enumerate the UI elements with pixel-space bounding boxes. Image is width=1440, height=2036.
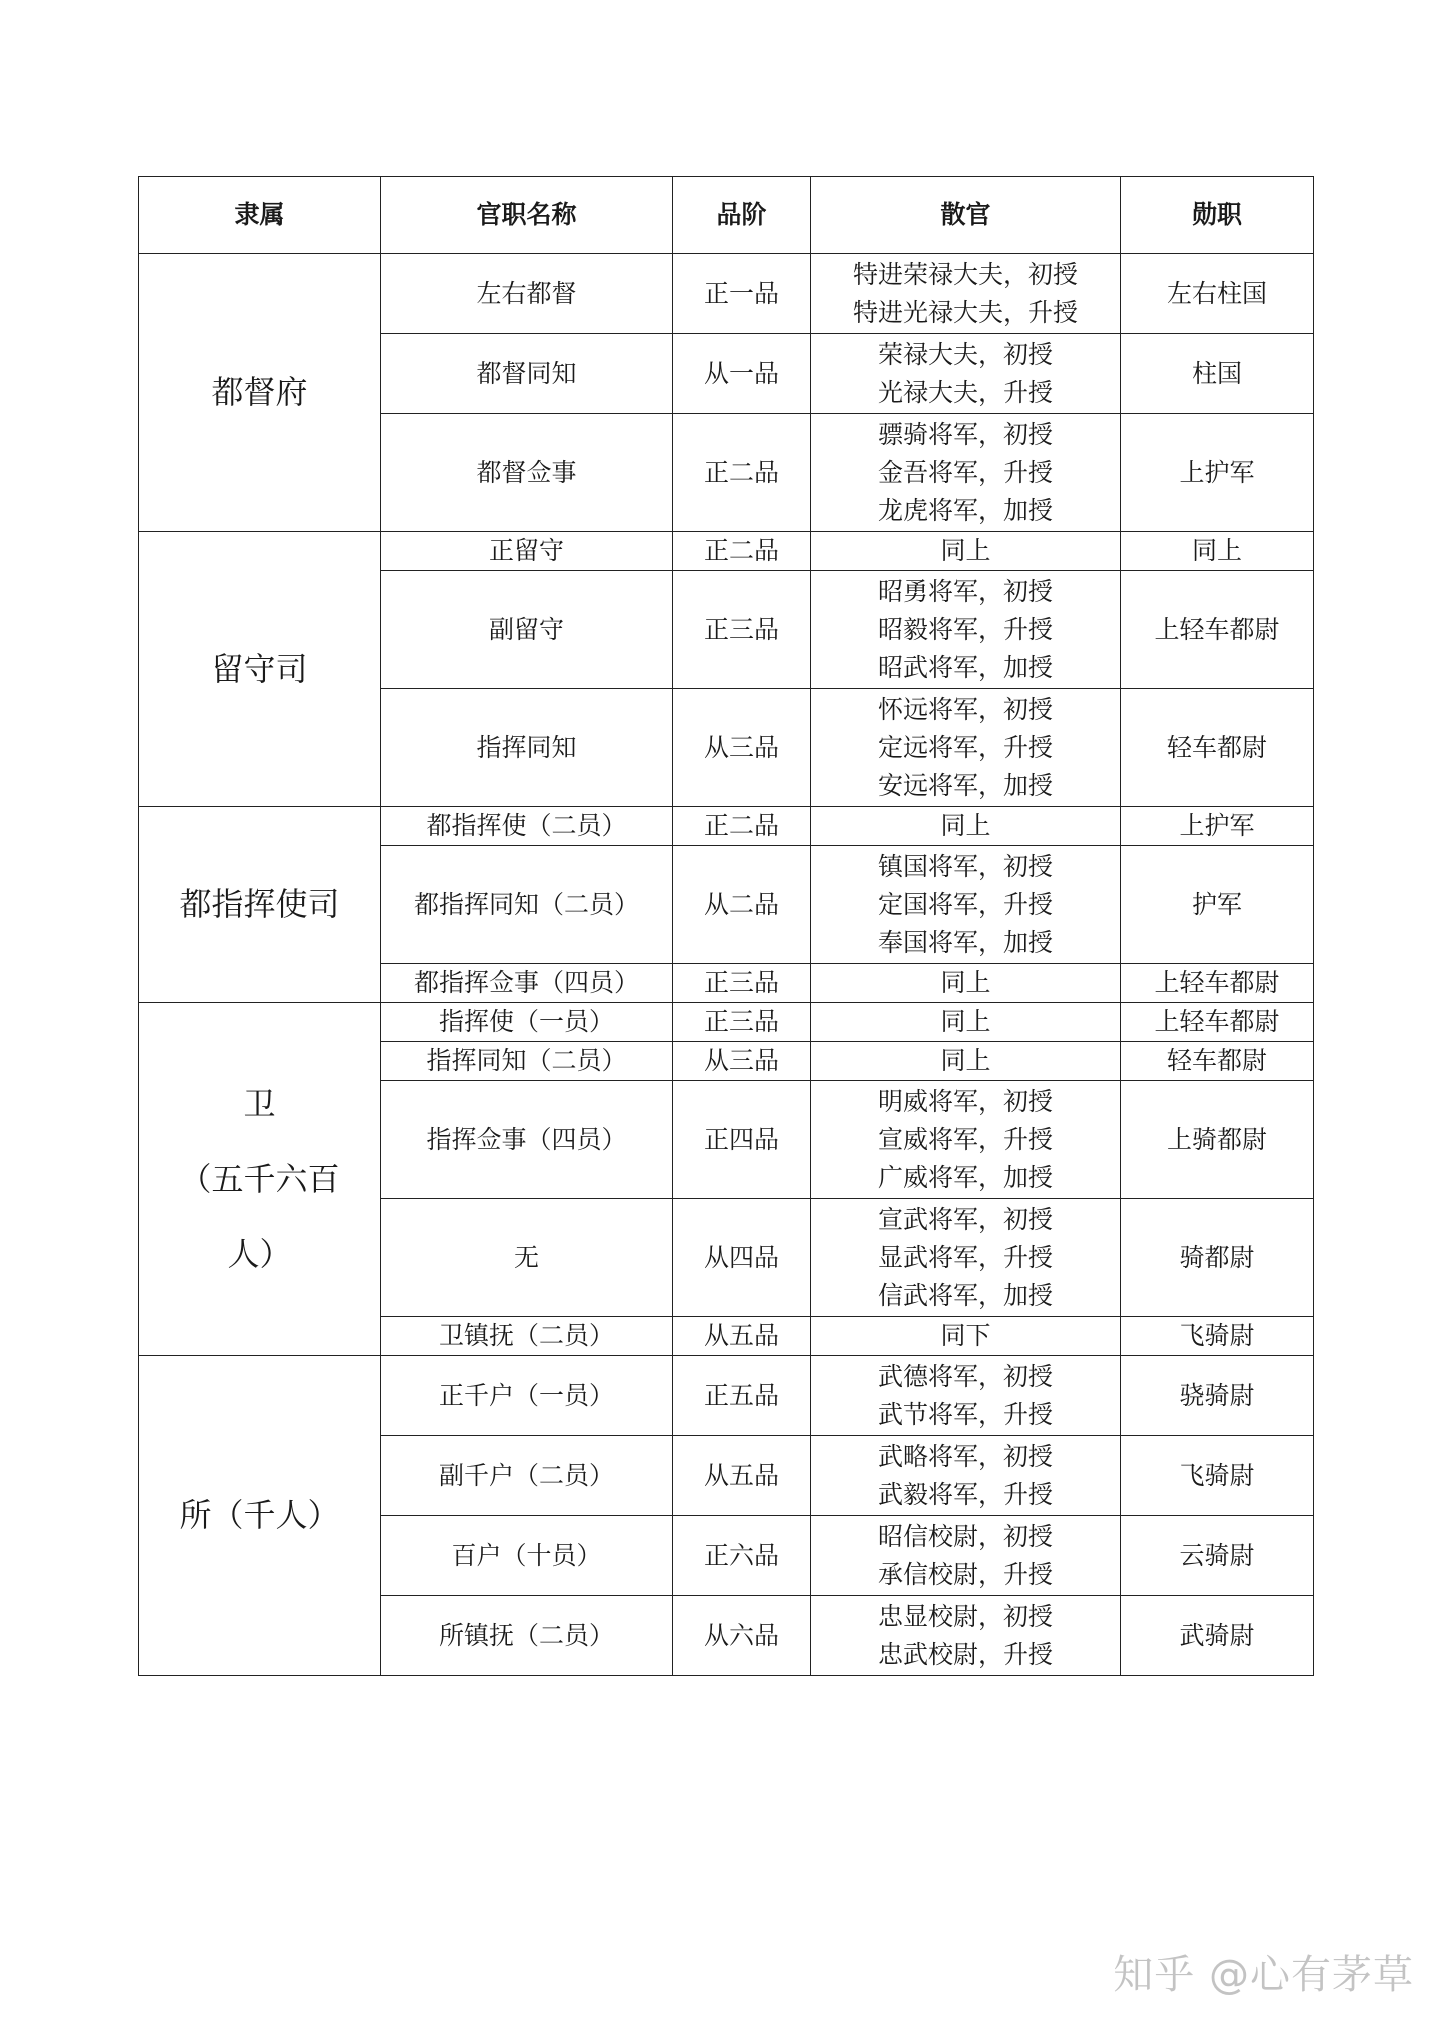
rank-cell: 正六品 xyxy=(673,1516,811,1596)
unit-label-line: 人） xyxy=(227,1234,292,1273)
rank-cell: 正三品 xyxy=(673,964,811,1003)
merit-title-cell: 护军 xyxy=(1121,846,1314,964)
rank-cell: 从五品 xyxy=(673,1317,811,1356)
rank-cell: 正四品 xyxy=(673,1081,811,1199)
prestige-title-line: 武略将军，初授 xyxy=(877,1441,1053,1471)
post-name-cell: 都督佥事 xyxy=(381,414,673,532)
rank-cell: 正三品 xyxy=(673,1003,811,1042)
unit-label-line: 留守司 xyxy=(211,649,308,688)
prestige-title-line: 明威将军，初授 xyxy=(877,1086,1053,1116)
prestige-title-cell xyxy=(811,689,1121,807)
prestige-title-line: 龙虎将军，加授 xyxy=(877,495,1053,525)
prestige-title-line: 同上 xyxy=(940,536,991,565)
prestige-title-line: 广威将军，加授 xyxy=(877,1162,1053,1192)
post-name-cell: 指挥佥事（四员） xyxy=(381,1081,673,1199)
rank-cell: 从三品 xyxy=(673,1042,811,1081)
unit-label-line: 都督府 xyxy=(211,373,308,411)
prestige-title-line: 骠骑将军，初授 xyxy=(877,419,1053,449)
unit-label-line: 都指挥使司 xyxy=(179,885,340,923)
merit-title-cell: 云骑尉 xyxy=(1121,1516,1314,1596)
prestige-title-line: 宣威将军，升授 xyxy=(877,1124,1053,1154)
prestige-title-line: 镇国将军，初授 xyxy=(877,851,1053,881)
merit-title-cell: 骑都尉 xyxy=(1121,1199,1314,1317)
rank-cell: 从五品 xyxy=(673,1436,811,1516)
merit-title-cell: 上护军 xyxy=(1121,414,1314,532)
prestige-title-cell xyxy=(811,414,1121,532)
unit-cell xyxy=(139,807,381,1003)
prestige-title-cell xyxy=(811,334,1121,414)
table-row xyxy=(139,807,1314,846)
header-merit-title: 勋职 xyxy=(1121,177,1314,254)
prestige-title-line: 同下 xyxy=(940,1321,991,1350)
post-name-cell: 都指挥同知（二员） xyxy=(381,846,673,964)
prestige-title-cell xyxy=(811,1596,1121,1676)
unit-cell xyxy=(139,1356,381,1676)
prestige-title-cell xyxy=(811,1042,1121,1081)
post-name-cell: 都指挥使（二员） xyxy=(381,807,673,846)
prestige-title-line: 怀远将军，初授 xyxy=(877,694,1053,724)
unit-label-line: （五千六百 xyxy=(179,1159,340,1198)
rank-cell: 从六品 xyxy=(673,1596,811,1676)
merit-title-cell: 上护军 xyxy=(1121,807,1314,846)
prestige-title-cell xyxy=(811,1003,1121,1042)
rank-cell: 从一品 xyxy=(673,334,811,414)
table-row xyxy=(139,254,1314,334)
prestige-title-cell xyxy=(811,254,1121,334)
prestige-title-line: 同上 xyxy=(940,811,991,840)
prestige-title-cell xyxy=(811,532,1121,571)
rank-cell: 正二品 xyxy=(673,532,811,571)
prestige-title-cell xyxy=(811,1317,1121,1356)
table-row xyxy=(139,1356,1314,1436)
rank-cell: 正三品 xyxy=(673,571,811,689)
rank-cell: 正二品 xyxy=(673,807,811,846)
unit-cell xyxy=(139,254,381,532)
post-name-cell: 指挥使（一员） xyxy=(381,1003,673,1042)
prestige-title-line: 昭毅将军，升授 xyxy=(877,614,1053,644)
prestige-title-line: 同上 xyxy=(940,1046,991,1075)
prestige-title-line: 显武将军，升授 xyxy=(877,1242,1053,1272)
header-prestige-title: 散官 xyxy=(811,177,1121,254)
prestige-title-line: 光禄大夫，升授 xyxy=(877,377,1053,407)
unit-cell xyxy=(139,532,381,807)
merit-title-cell: 轻车都尉 xyxy=(1121,689,1314,807)
unit-cell xyxy=(139,1003,381,1356)
prestige-title-line: 宣武将军，初授 xyxy=(877,1204,1053,1234)
prestige-title-cell xyxy=(811,807,1121,846)
prestige-title-cell xyxy=(811,1356,1121,1436)
prestige-title-cell xyxy=(811,846,1121,964)
table-header-row xyxy=(139,177,1314,254)
post-name-cell: 无 xyxy=(381,1199,673,1317)
prestige-title-line: 武毅将军，升授 xyxy=(877,1479,1053,1509)
prestige-title-line: 特进光禄大夫，升授 xyxy=(852,297,1078,327)
rank-cell: 正一品 xyxy=(673,254,811,334)
post-name-cell: 正千户（一员） xyxy=(381,1356,673,1436)
prestige-title-line: 定远将军，升授 xyxy=(877,732,1053,762)
prestige-title-line: 奉国将军，加授 xyxy=(877,927,1053,957)
merit-title-cell: 轻车都尉 xyxy=(1121,1042,1314,1081)
prestige-title-line: 昭武将军，加授 xyxy=(877,652,1053,682)
merit-title-cell: 飞骑尉 xyxy=(1121,1436,1314,1516)
rank-cell: 从三品 xyxy=(673,689,811,807)
prestige-title-line: 金吾将军，升授 xyxy=(877,457,1053,487)
prestige-title-line: 武节将军，升授 xyxy=(877,1399,1053,1429)
prestige-title-line: 同上 xyxy=(940,968,991,997)
post-name-cell: 百户（十员） xyxy=(381,1516,673,1596)
unit-label-line: 卫 xyxy=(243,1084,276,1123)
prestige-title-line: 武德将军，初授 xyxy=(877,1361,1053,1391)
merit-title-cell: 骁骑尉 xyxy=(1121,1356,1314,1436)
post-name-cell: 指挥同知 xyxy=(381,689,673,807)
rank-cell: 从四品 xyxy=(673,1199,811,1317)
post-name-cell: 卫镇抚（二员） xyxy=(381,1317,673,1356)
prestige-title-line: 安远将军，加授 xyxy=(877,770,1053,800)
post-name-cell: 所镇抚（二员） xyxy=(381,1596,673,1676)
merit-title-cell: 武骑尉 xyxy=(1121,1596,1314,1676)
prestige-title-cell xyxy=(811,571,1121,689)
post-name-cell: 都指挥佥事（四员） xyxy=(381,964,673,1003)
prestige-title-line: 特进荣禄大夫，初授 xyxy=(852,259,1078,289)
rank-cell: 正五品 xyxy=(673,1356,811,1436)
prestige-title-line: 忠武校尉，升授 xyxy=(877,1639,1053,1669)
official-ranks-table xyxy=(138,176,1314,1676)
prestige-title-cell xyxy=(811,1516,1121,1596)
merit-title-cell: 上轻车都尉 xyxy=(1121,1003,1314,1042)
rank-cell: 从二品 xyxy=(673,846,811,964)
prestige-title-line: 承信校尉，升授 xyxy=(877,1559,1053,1589)
post-name-cell: 正留守 xyxy=(381,532,673,571)
post-name-cell: 指挥同知（二员） xyxy=(381,1042,673,1081)
prestige-title-line: 昭信校尉，初授 xyxy=(877,1521,1053,1551)
merit-title-cell: 上轻车都尉 xyxy=(1121,964,1314,1003)
table-row xyxy=(139,532,1314,571)
post-name-cell: 都督同知 xyxy=(381,334,673,414)
rank-cell: 正二品 xyxy=(673,414,811,532)
post-name-cell: 副留守 xyxy=(381,571,673,689)
watermark: 知乎 @心有茅草 xyxy=(1113,1952,1414,1998)
prestige-title-cell xyxy=(811,1199,1121,1317)
merit-title-cell: 上骑都尉 xyxy=(1121,1081,1314,1199)
post-name-cell: 左右都督 xyxy=(381,254,673,334)
prestige-title-line: 荣禄大夫，初授 xyxy=(877,339,1053,369)
unit-label-line: 所（千人） xyxy=(179,1496,340,1534)
prestige-title-line: 定国将军，升授 xyxy=(877,889,1053,919)
merit-title-cell: 柱国 xyxy=(1121,334,1314,414)
merit-title-cell: 上轻车都尉 xyxy=(1121,571,1314,689)
prestige-title-cell xyxy=(811,964,1121,1003)
post-name-cell: 副千户（二员） xyxy=(381,1436,673,1516)
prestige-title-line: 昭勇将军，初授 xyxy=(877,576,1053,606)
merit-title-cell: 同上 xyxy=(1121,532,1314,571)
merit-title-cell: 左右柱国 xyxy=(1121,254,1314,334)
merit-title-cell: 飞骑尉 xyxy=(1121,1317,1314,1356)
prestige-title-line: 忠显校尉，初授 xyxy=(877,1601,1053,1631)
header-post-name: 官职名称 xyxy=(381,177,673,254)
prestige-title-cell xyxy=(811,1081,1121,1199)
table-row xyxy=(139,1003,1314,1042)
header-affiliation: 隶属 xyxy=(139,177,381,254)
prestige-title-line: 信武将军，加授 xyxy=(877,1280,1053,1310)
header-rank: 品阶 xyxy=(673,177,811,254)
prestige-title-line: 同上 xyxy=(940,1007,991,1036)
prestige-title-cell xyxy=(811,1436,1121,1516)
